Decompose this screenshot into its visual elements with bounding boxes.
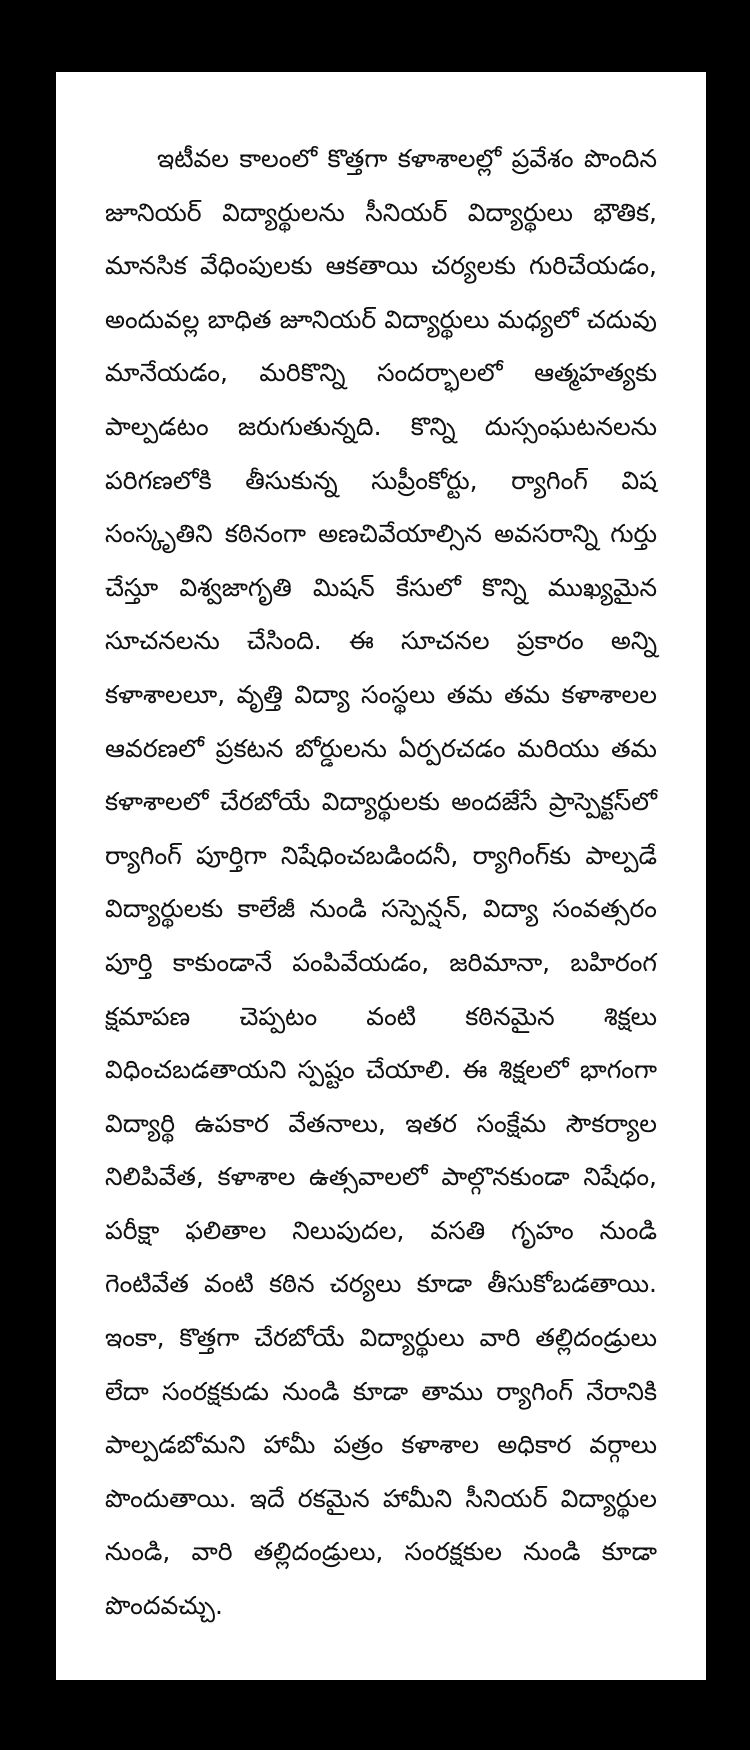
- body-paragraph: ఇటీవల కాలంలో కొత్తగా కళాశాలల్లో ప్రవేశం పొందిన జూనియర్ విద్యార్థులను సీనియర్ విద్యార్థులు భౌతిక, మానసిక వేధింపులకు ఆకతాయి చర్యలకు గురిచేయడం, అందువల్ల బాధిత జూనియర్ విద్యార్థులు మధ్యలో చదువు మానేయడం, మరికొన్ని సందర్భాలలో ఆత్మహత్యకు పాల్పడటం జరుగుతున్నది. కొన్ని దుస్సంఘటనలను పరిగణలోకి తీసుకున్న సుప్రీంకోర్టు, ర్యాగింగ్ విష సంస్కృతిని కఠినంగా అణచివేయాల్సిన అవసరాన్ని గుర్తు చేస్తూ విశ్వజాగృతి మిషన్ కేసులో కొన్ని ముఖ్యమైన సూచనలను చేసింది. ఈ సూచనల ప్రకారం అన్ని కళాశాలలూ, వృత్తి విద్యా సంస్థలు తమ తమ కళాశాలల ఆవరణలో ప్రకటన బోర్డులను ఏర్పరచడం మరియు తమ కళాశాలలో చేరబోయే విద్యార్థులకు అందజేసే ప్రాస్పెక్టస్‌లో ర్యాగింగ్ పూర్తిగా నిషేధించబడిందనీ, ర్యాగింగ్‌కు పాల్పడే విద్యార్థులకు కాలేజీ నుండి సస్పెన్షన్, విద్యా సంవత్సరం పూర్తి కాకుండానే పంపివేయడం, జరిమానా, బహిరంగ క్షమాపణ చెప్పటం వంటి కఠినమైన శిక్షలు విధించబడతాయని స్పష్టం చేయాలి. ఈ శిక్షలలో భాగంగా విద్యార్థి ఉపకార వేతనాలు, ఇతర సంక్షేమ సౌకర్యాల నిలిపివేత, కళాశాల ఉత్సవాలలో పాల్గొనకుండా నిషేధం, పరీక్షా ఫలితాల నిలుపుదల, వసతి గృహం నుండి గెంటివేత వంటి కఠిన చర్యలు కూడా తీసుకోబడతాయి. ఇంకా, కొత్తగా చేరబోయే విద్యార్థులు వారి తల్లిదండ్రులు లేదా సంరక్షకుడు నుండి కూడా తాము ర్యాగింగ్ నేరానికి పాల్పడబోమని హామీ పత్రం కళాశాల అధికార వర్గాలు పొందుతాయి. ఇదే రకమైన హామీని సీనియర్ విద్యార్థుల నుండి, వారి తల్లిదండ్రులు, సంరక్షకుల నుండి కూడా పొందవచ్చు.: [105, 144, 657, 1621]
- document-page: [56, 72, 706, 1680]
